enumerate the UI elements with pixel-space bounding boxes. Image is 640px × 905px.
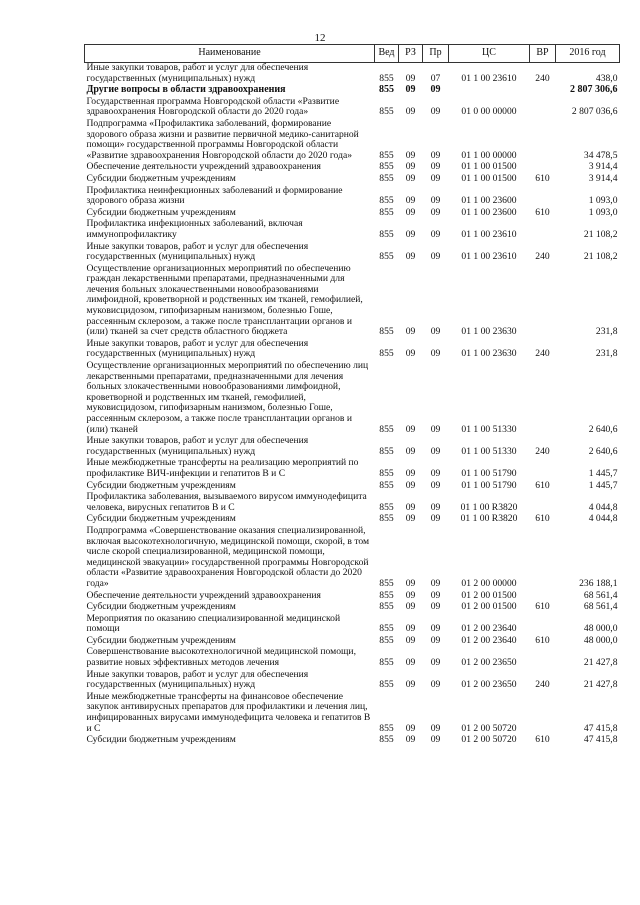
table-body bbox=[85, 63, 620, 747]
cell-sum: 47 415,8 bbox=[583, 722, 618, 734]
cell-name: Субсидии бюджетным учреждениям bbox=[86, 601, 236, 613]
table-row bbox=[85, 492, 620, 514]
table-header-row bbox=[85, 45, 620, 63]
cell-pr: 09 bbox=[430, 479, 441, 491]
cell-sum: 21 108,2 bbox=[583, 251, 618, 263]
cell-ved: 855 bbox=[379, 479, 394, 491]
cell-vr bbox=[530, 614, 556, 636]
cell-pr: 07 bbox=[430, 72, 441, 84]
cell-ved: 855 bbox=[379, 161, 394, 173]
cell-cs: 01 2 00 23640 bbox=[461, 634, 517, 646]
cell-cs: 01 1 00 23630 bbox=[461, 326, 517, 338]
table-row bbox=[85, 339, 620, 361]
cell-name: Иные закупки товаров, работ и услуг для обеспечения государственных (муниципальных) нужд bbox=[86, 668, 309, 691]
cell-vr: 610 bbox=[535, 513, 550, 525]
cell-cs: 01 2 00 00000 bbox=[461, 577, 517, 589]
cell-pr: 09 bbox=[430, 679, 441, 691]
cell-cs: 01 2 00 23640 bbox=[461, 623, 517, 635]
cell-rz: 09 bbox=[405, 589, 416, 601]
cell-name: Другие вопросы в области здравоохранения bbox=[86, 84, 286, 96]
cell-pr: 09 bbox=[430, 228, 441, 240]
cell-cs: 01 1 00 51790 bbox=[461, 467, 517, 479]
header-pr: Пр bbox=[423, 45, 449, 63]
cell-cs: 01 1 00 R3820 bbox=[460, 501, 518, 513]
cell-ved: 855 bbox=[379, 445, 394, 457]
cell-sum: 21 108,2 bbox=[583, 228, 618, 240]
cell-sum: 1 093,0 bbox=[588, 206, 618, 218]
cell-cs: 01 2 00 23650 bbox=[461, 679, 517, 691]
cell-ved: 855 bbox=[379, 72, 394, 84]
cell-ved: 855 bbox=[379, 623, 394, 635]
cell-vr bbox=[530, 492, 556, 514]
cell-ved: 855 bbox=[379, 513, 394, 525]
cell-sum: 2 640,6 bbox=[588, 423, 618, 435]
cell-pr: 09 bbox=[430, 195, 441, 207]
cell-name: Иные закупки товаров, работ и услуг для обеспечения государственных (муниципальных) нужд bbox=[86, 240, 309, 263]
cell-rz: 09 bbox=[405, 172, 416, 184]
cell-cs: 01 1 00 01500 bbox=[461, 172, 517, 184]
cell-ved: 855 bbox=[379, 84, 394, 96]
cell-pr: 09 bbox=[430, 106, 441, 118]
cell-pr: 09 bbox=[430, 161, 441, 173]
cell-sum: 68 561,4 bbox=[583, 601, 618, 613]
cell-pr: 09 bbox=[430, 734, 441, 746]
table-row bbox=[85, 436, 620, 458]
cell-pr: 09 bbox=[430, 513, 441, 525]
cell-pr: 09 bbox=[430, 657, 441, 669]
table-row bbox=[85, 692, 620, 735]
cell-pr: 09 bbox=[430, 623, 441, 635]
cell-cs: 01 1 00 23610 bbox=[461, 72, 517, 84]
cell-cs: 01 0 00 00000 bbox=[461, 106, 517, 118]
table-row bbox=[85, 264, 620, 339]
cell-rz: 09 bbox=[405, 657, 416, 669]
table-row bbox=[85, 647, 620, 669]
cell-name: Обеспечение деятельности учреждений здравоохранения bbox=[86, 589, 321, 601]
cell-vr bbox=[530, 97, 556, 119]
cell-vr: 610 bbox=[535, 206, 550, 218]
cell-pr: 09 bbox=[430, 172, 441, 184]
cell-vr: 240 bbox=[535, 251, 550, 263]
table-row bbox=[85, 458, 620, 480]
cell-pr: 09 bbox=[430, 445, 441, 457]
cell-cs: 01 2 00 01500 bbox=[461, 589, 517, 601]
cell-rz: 09 bbox=[405, 501, 416, 513]
cell-name: Субсидии бюджетным учреждениям bbox=[86, 172, 236, 184]
cell-rz: 09 bbox=[405, 467, 416, 479]
cell-name: Иные межбюджетные трансферты на финансовое обеспечение закупок антивирусных препаратов для профилактики и лечения лиц, инфицированных вирусами иммунодефицита человека и гепатитов В и С bbox=[86, 690, 371, 734]
cell-pr: 09 bbox=[430, 326, 441, 338]
cell-sum: 3 914,4 bbox=[588, 172, 618, 184]
cell-pr: 09 bbox=[430, 589, 441, 601]
table-row bbox=[85, 63, 620, 86]
table-row bbox=[85, 735, 620, 747]
cell-pr: 09 bbox=[430, 722, 441, 734]
cell-rz: 09 bbox=[405, 161, 416, 173]
cell-cs: 01 2 00 50720 bbox=[461, 722, 517, 734]
cell-name: Иные закупки товаров, работ и услуг для обеспечения государственных (муниципальных) нужд bbox=[86, 62, 309, 84]
cell-name: Мероприятия по оказанию специализированной медицинской помощи bbox=[86, 612, 341, 635]
cell-rz: 09 bbox=[405, 634, 416, 646]
cell-ved: 855 bbox=[379, 577, 394, 589]
cell-pr: 09 bbox=[430, 348, 441, 360]
cell-vr: 610 bbox=[535, 479, 550, 491]
header-sum: 2016 год bbox=[556, 45, 620, 63]
cell-name: Субсидии бюджетным учреждениям bbox=[86, 513, 236, 525]
cell-vr bbox=[530, 526, 556, 591]
cell-rz: 09 bbox=[405, 326, 416, 338]
cell-name: Подпрограмма «Профилактика заболеваний, формирование здорового образа жизни и развитие первичной медико-санитарной помощи» государственной программы Новгородской области «Развитие здравоохранения Новгородской области до 2020 года» bbox=[86, 117, 359, 161]
cell-rz: 09 bbox=[405, 206, 416, 218]
header-cs: ЦС bbox=[449, 45, 530, 63]
header-name: Наименование bbox=[85, 45, 375, 63]
cell-rz: 09 bbox=[405, 423, 416, 435]
cell-ved: 855 bbox=[379, 206, 394, 218]
cell-name: Осуществление организационных мероприятий по обеспечению лиц лекарственными препаратами, предназначенными для лечения больных злокачественными новообразованиями лимфоидной, кроветворной и родственных им тканей, гемофилией, муковисцидозом, гипофизарным нанизмом, болезнью Гоше, рассеянным склерозом, а также после трансплантации органов и (или) тканей bbox=[86, 360, 369, 435]
cell-vr bbox=[530, 264, 556, 339]
table-row bbox=[85, 242, 620, 264]
cell-sum: 2 640,6 bbox=[588, 445, 618, 457]
cell-sum: 1 445,7 bbox=[588, 467, 618, 479]
cell-vr bbox=[530, 219, 556, 241]
budget-table bbox=[84, 44, 620, 747]
cell-rz: 09 bbox=[405, 195, 416, 207]
cell-ved: 855 bbox=[379, 106, 394, 118]
cell-pr: 09 bbox=[430, 634, 441, 646]
cell-cs: 01 1 00 01500 bbox=[461, 161, 517, 173]
cell-name: Профилактика заболевания, вызываемого вирусом иммунодефицита человека, вирусных гепатитов В и С bbox=[86, 491, 367, 513]
cell-cs: 01 2 00 23650 bbox=[461, 657, 517, 669]
cell-rz: 09 bbox=[405, 513, 416, 525]
cell-cs: 01 2 00 01500 bbox=[461, 601, 517, 613]
cell-name: Государственная программа Новгородской области «Развитие здравоохранения Новгородской области до 2020 года» bbox=[86, 95, 340, 118]
cell-rz: 09 bbox=[405, 72, 416, 84]
cell-name: Субсидии бюджетным учреждениям bbox=[86, 479, 236, 491]
cell-cs: 01 1 00 51790 bbox=[461, 479, 517, 491]
cell-sum: 68 561,4 bbox=[583, 589, 618, 601]
cell-vr bbox=[530, 458, 556, 480]
cell-ved: 855 bbox=[379, 501, 394, 513]
cell-name: Осуществление организационных мероприятий по обеспечению граждан лекарственными препаратами, предназначенными для лечения больных злокачественными новообразованиями лимфоидной, кроветворной и родственных им тканей, гемофилией, муковисцидозом, гипофизарным нанизмом, болезнью Гоше, рассеянным склерозом, а также после трансплантации органов и (или) тканей за счет средств областного бюджета bbox=[86, 262, 363, 338]
cell-name: Иные межбюджетные трансферты на реализацию мероприятий по профилактике ВИЧ-инфекции и гепатитов В и С bbox=[86, 457, 359, 479]
cell-name: Субсидии бюджетным учреждениям bbox=[86, 206, 236, 218]
cell-cs: 01 1 00 23600 bbox=[461, 195, 517, 207]
cell-sum: 48 000,0 bbox=[583, 623, 618, 635]
cell-ved: 855 bbox=[379, 195, 394, 207]
table-row bbox=[85, 670, 620, 692]
cell-pr: 09 bbox=[430, 423, 441, 435]
cell-cs: 01 1 00 23610 bbox=[461, 228, 517, 240]
cell-ved: 855 bbox=[379, 172, 394, 184]
cell-ved: 855 bbox=[379, 228, 394, 240]
cell-cs: 01 1 00 23600 bbox=[461, 206, 517, 218]
cell-cs: 01 1 00 51330 bbox=[461, 445, 517, 457]
cell-name: Подпрограмма «Совершенствование оказания специализированной, включая высокотехнологичную, медицинской помощи, скорой, в том числе скорой специализированной, медицинской помощи, медицинской эвакуации» государственной программы Новгородской области «Развитие здравоохранения Новгородской области до 2020 года» bbox=[86, 524, 370, 589]
cell-rz: 09 bbox=[405, 623, 416, 635]
cell-rz: 09 bbox=[405, 479, 416, 491]
cell-ved: 855 bbox=[379, 326, 394, 338]
cell-sum: 3 914,4 bbox=[588, 161, 618, 173]
table-row bbox=[85, 361, 620, 436]
cell-ved: 855 bbox=[379, 634, 394, 646]
cell-ved: 855 bbox=[379, 251, 394, 263]
table-row bbox=[85, 602, 620, 614]
cell-cs: 01 2 00 50720 bbox=[461, 734, 517, 746]
table-row bbox=[85, 186, 620, 208]
cell-sum: 4 044,8 bbox=[588, 501, 618, 513]
cell-pr: 09 bbox=[430, 467, 441, 479]
cell-rz: 09 bbox=[405, 577, 416, 589]
cell-ved: 855 bbox=[379, 423, 394, 435]
cell-sum: 231,8 bbox=[595, 348, 618, 360]
cell-ved: 855 bbox=[379, 722, 394, 734]
cell-vr: 240 bbox=[535, 72, 550, 84]
cell-cs: 01 1 00 R3820 bbox=[460, 513, 518, 525]
cell-vr bbox=[530, 85, 556, 97]
cell-ved: 855 bbox=[379, 348, 394, 360]
cell-name: Иные закупки товаров, работ и услуг для обеспечения государственных (муниципальных) нужд bbox=[86, 435, 309, 457]
cell-sum: 2 807 036,6 bbox=[571, 106, 618, 118]
cell-rz: 09 bbox=[405, 149, 416, 161]
table-row bbox=[85, 614, 620, 636]
cell-pr: 09 bbox=[430, 501, 441, 513]
cell-ved: 855 bbox=[379, 467, 394, 479]
cell-vr bbox=[530, 119, 556, 162]
cell-ved: 855 bbox=[379, 734, 394, 746]
cell-ved: 855 bbox=[379, 601, 394, 613]
cell-cs bbox=[449, 85, 530, 97]
cell-ved: 855 bbox=[379, 149, 394, 161]
table-row bbox=[85, 119, 620, 162]
cell-pr: 09 bbox=[430, 149, 441, 161]
cell-rz: 09 bbox=[405, 106, 416, 118]
cell-rz: 09 bbox=[405, 228, 416, 240]
cell-sum: 438,0 bbox=[595, 72, 618, 84]
header-vr: ВР bbox=[530, 45, 556, 63]
cell-sum: 2 807 306,6 bbox=[570, 84, 618, 96]
cell-sum: 34 478,5 bbox=[583, 149, 618, 161]
header-ved: Вед bbox=[375, 45, 399, 63]
cell-name: Обеспечение деятельности учреждений здравоохранения bbox=[86, 161, 321, 173]
cell-sum: 4 044,8 bbox=[588, 513, 618, 525]
cell-vr: 240 bbox=[535, 445, 550, 457]
table-row bbox=[85, 97, 620, 119]
cell-sum: 236 188,1 bbox=[579, 577, 618, 589]
cell-name: Субсидии бюджетным учреждениям bbox=[86, 734, 236, 746]
cell-pr: 09 bbox=[430, 601, 441, 613]
cell-rz: 09 bbox=[405, 601, 416, 613]
cell-sum: 21 427,8 bbox=[583, 657, 618, 669]
cell-vr: 610 bbox=[535, 734, 550, 746]
cell-pr: 09 bbox=[430, 577, 441, 589]
cell-name: Профилактика неинфекционных заболеваний и формирование здорового образа жизни bbox=[86, 184, 343, 207]
cell-sum: 231,8 bbox=[595, 326, 618, 338]
cell-vr: 240 bbox=[535, 348, 550, 360]
page-number: 12 bbox=[314, 32, 326, 44]
cell-ved: 855 bbox=[379, 589, 394, 601]
cell-rz: 09 bbox=[405, 348, 416, 360]
cell-rz: 09 bbox=[405, 445, 416, 457]
cell-rz: 09 bbox=[405, 722, 416, 734]
cell-sum: 48 000,0 bbox=[583, 634, 618, 646]
cell-ved: 855 bbox=[379, 679, 394, 691]
cell-vr bbox=[530, 361, 556, 436]
cell-sum: 1 093,0 bbox=[588, 195, 618, 207]
cell-rz: 09 bbox=[405, 84, 416, 96]
cell-cs: 01 1 00 51330 bbox=[461, 423, 517, 435]
cell-sum: 47 415,8 bbox=[583, 734, 618, 746]
cell-pr: 09 bbox=[430, 206, 441, 218]
cell-vr: 610 bbox=[535, 634, 550, 646]
cell-rz: 09 bbox=[405, 679, 416, 691]
cell-name: Субсидии бюджетным учреждениям bbox=[86, 634, 236, 646]
cell-vr: 240 bbox=[535, 679, 550, 691]
cell-pr: 09 bbox=[430, 84, 441, 96]
header-rz: РЗ bbox=[399, 45, 423, 63]
cell-name: Иные закупки товаров, работ и услуг для обеспечения государственных (муниципальных) нужд bbox=[86, 337, 309, 360]
cell-vr: 610 bbox=[535, 601, 550, 613]
cell-sum: 1 445,7 bbox=[588, 479, 618, 491]
cell-vr bbox=[530, 186, 556, 208]
table-row bbox=[85, 219, 620, 241]
cell-ved: 855 bbox=[379, 657, 394, 669]
cell-pr: 09 bbox=[430, 251, 441, 263]
cell-rz: 09 bbox=[405, 734, 416, 746]
cell-vr: 610 bbox=[535, 172, 550, 184]
table-row bbox=[85, 526, 620, 591]
table-row bbox=[85, 174, 620, 186]
cell-name: Совершенствование высокотехнологичной медицинской помощи, развитие новых эффективных методов лечения bbox=[86, 646, 356, 669]
cell-name: Профилактика инфекционных заболеваний, включая иммунопрофилактику bbox=[86, 218, 303, 240]
cell-vr bbox=[530, 692, 556, 735]
cell-cs: 01 1 00 23630 bbox=[461, 348, 517, 360]
cell-sum: 21 427,8 bbox=[583, 679, 618, 691]
cell-rz: 09 bbox=[405, 251, 416, 263]
cell-cs: 01 1 00 00000 bbox=[461, 149, 517, 161]
cell-vr bbox=[530, 647, 556, 669]
cell-cs: 01 1 00 23610 bbox=[461, 251, 517, 263]
